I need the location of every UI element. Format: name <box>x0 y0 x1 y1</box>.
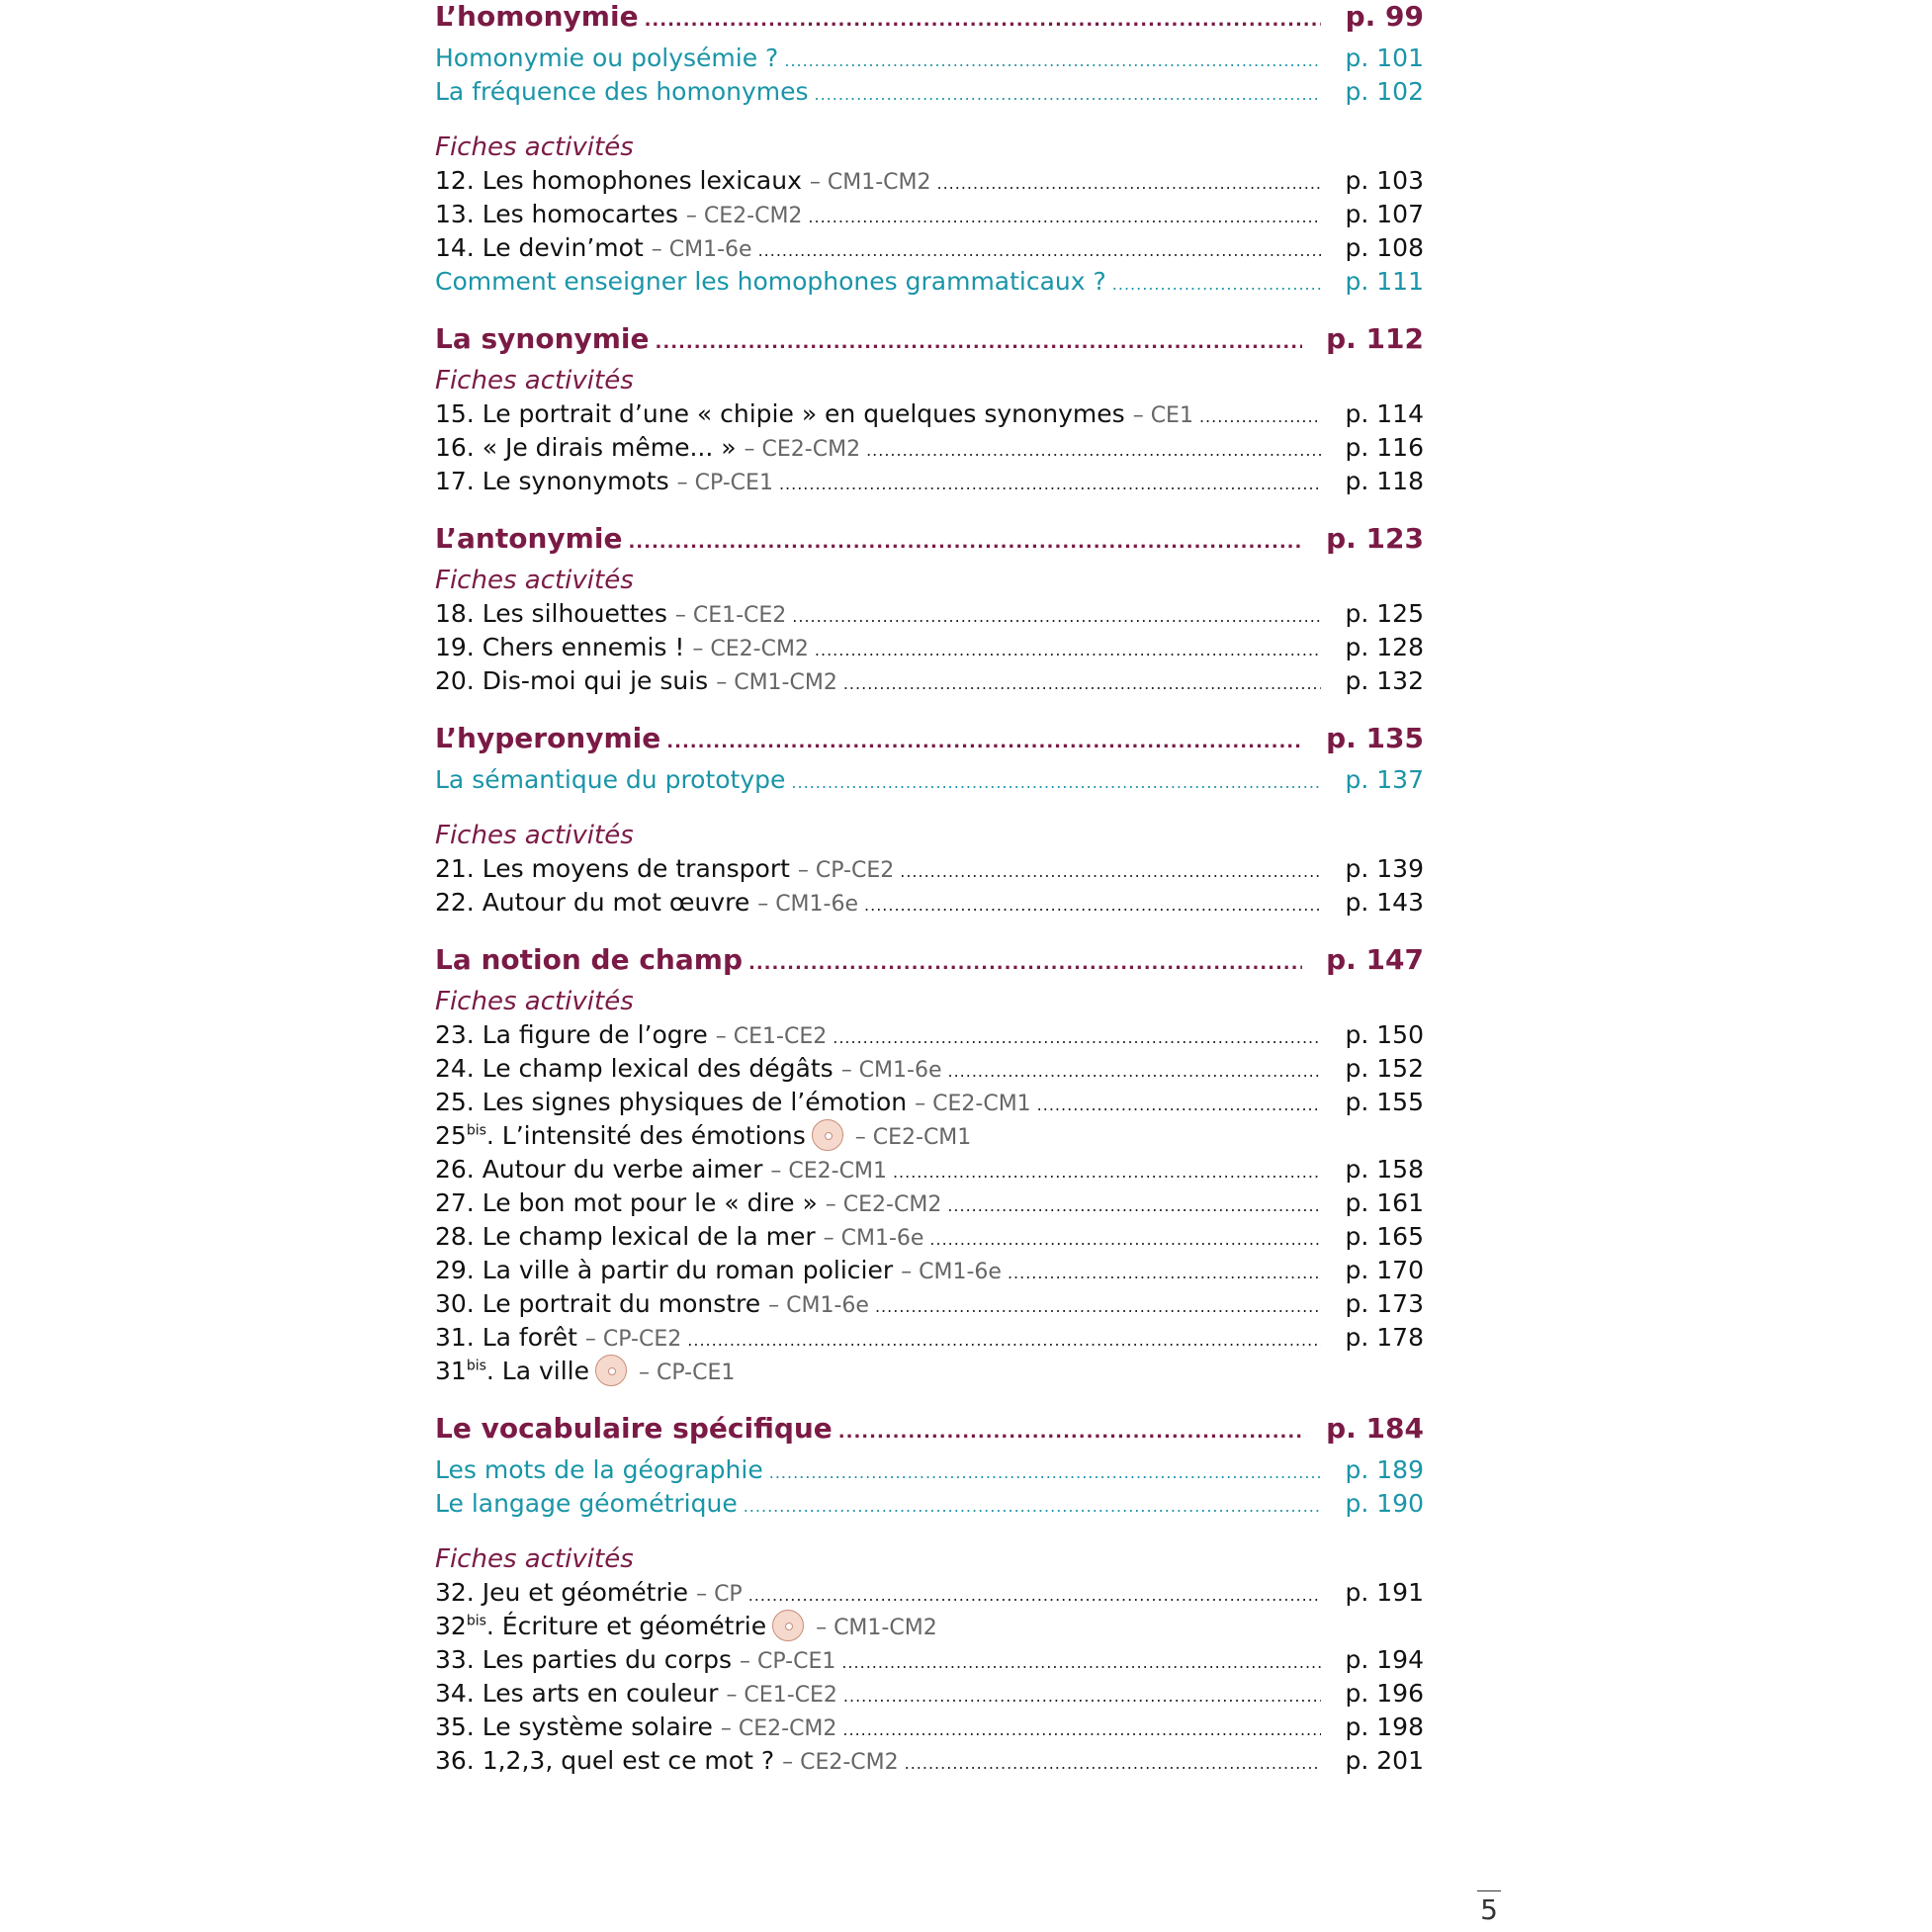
activity-label: 33. Les parties du corps <box>435 1645 732 1674</box>
activity-heading <box>435 132 1424 166</box>
grade-level: – CM1-6e <box>840 1058 942 1083</box>
page-ref: p. 201 <box>1345 1746 1424 1775</box>
page-ref: p. 112 <box>1326 322 1424 355</box>
grade-level: – CP-CE2 <box>797 858 895 883</box>
toc-activity-row <box>435 1712 1424 1746</box>
activity-title <box>435 854 894 883</box>
activity-title <box>435 1712 836 1741</box>
page-ref: p. 161 <box>1345 1188 1424 1217</box>
toc-activity-row <box>435 888 1424 922</box>
activity-heading <box>435 566 1424 599</box>
dot-leader <box>948 1062 1322 1081</box>
heading-text: Fiches activités <box>435 821 634 850</box>
cd-rom-icon <box>772 1610 804 1641</box>
activity-label: 35. Le système solaire <box>435 1712 713 1741</box>
page-ref: p. 152 <box>1345 1054 1424 1083</box>
chapter-title: L’homonymie <box>435 0 639 33</box>
dot-leader <box>893 1163 1321 1182</box>
activity-label: 15. Le portrait d’une « chipie » en quelques synonymes <box>435 399 1125 428</box>
activity-title <box>435 467 773 495</box>
grade-level: – CP <box>696 1582 743 1607</box>
dot-leader <box>842 1720 1321 1739</box>
grade-level: – CM1-CM2 <box>716 670 837 695</box>
page-ref: p. 102 <box>1345 77 1424 106</box>
activity-title <box>435 1645 835 1674</box>
spacer <box>435 500 1424 522</box>
activity-label: 18. Les silhouettes <box>435 599 667 628</box>
section-title: Le langage géométrique <box>435 1489 738 1518</box>
activity-label: 17. Le synonymots <box>435 467 669 495</box>
toc-activity-row <box>435 1222 1424 1256</box>
page-ref: p. 158 <box>1345 1155 1424 1184</box>
toc-activity-row <box>435 1578 1424 1612</box>
cd-rom-icon <box>812 1119 843 1151</box>
page-ref: p. 132 <box>1345 666 1424 695</box>
grade-level: – CP-CE1 <box>740 1649 836 1674</box>
page-ref: p. 101 <box>1345 44 1424 72</box>
page-ref: p. 128 <box>1345 633 1424 661</box>
activity-label: 28. Le champ lexical de la mer <box>435 1222 816 1251</box>
grade-level: – CE2-CM2 <box>685 204 803 228</box>
page-ref: p. 139 <box>1345 854 1424 883</box>
dot-leader <box>833 1028 1321 1047</box>
activity-title <box>435 1188 941 1217</box>
page-ref: p. 108 <box>1345 233 1424 262</box>
dot-leader <box>784 51 1321 70</box>
dot-leader <box>1008 1264 1321 1282</box>
page-ref: p. 118 <box>1345 467 1424 495</box>
activity-label: 20. Dis-moi qui je suis <box>435 666 709 695</box>
dot-leader <box>929 1230 1321 1249</box>
grade-level: – CM1-6e <box>651 237 752 262</box>
toc-section-row <box>435 77 1424 111</box>
activity-title <box>435 399 1193 428</box>
activity-title <box>435 888 858 917</box>
activity-title <box>435 1054 942 1083</box>
toc-activity-row <box>435 166 1424 200</box>
dot-leader <box>947 1196 1321 1215</box>
toc-activity-row <box>435 1645 1424 1679</box>
chapter-title: La notion de champ <box>435 943 743 976</box>
dot-leader <box>843 1687 1321 1706</box>
activity-label: . L’intensité des émotions <box>485 1121 806 1150</box>
table-of-contents <box>435 0 1424 1780</box>
dot-leader <box>866 441 1321 460</box>
toc-chapter-row <box>435 943 1424 987</box>
grade-level: – CE2-CM2 <box>692 637 809 661</box>
activity-heading <box>435 1544 1424 1578</box>
section-title: Les mots de la géographie <box>435 1455 763 1484</box>
page-ref: p. 170 <box>1345 1256 1424 1284</box>
grade-level: – CE2-CM1 <box>770 1159 887 1184</box>
activity-title <box>435 1289 869 1318</box>
activity-title <box>435 1357 735 1388</box>
dot-leader <box>843 674 1321 693</box>
dot-leader <box>687 1331 1321 1350</box>
activity-title <box>435 1222 923 1251</box>
grade-level: – CP-CE1 <box>676 471 773 495</box>
page-ref: p. 184 <box>1326 1412 1424 1445</box>
grade-level: – CM1-CM2 <box>809 170 931 195</box>
toc-activity-row <box>435 1054 1424 1088</box>
dot-leader <box>1112 275 1321 294</box>
activity-label: 29. La ville à partir du roman policier <box>435 1256 894 1284</box>
page-ref: p. 196 <box>1345 1679 1424 1708</box>
page-ref: p. 150 <box>1345 1020 1424 1049</box>
grade-level: – CE2-CM2 <box>744 437 861 462</box>
page-ref: p. 123 <box>1326 522 1424 555</box>
activity-label: 16. « Je dirais même... » <box>435 433 737 462</box>
spacer <box>435 111 1424 132</box>
grade-level: – CE2-CM2 <box>720 1716 837 1741</box>
dot-leader <box>748 1586 1321 1605</box>
heading-text: Fiches activités <box>435 132 634 162</box>
activity-title <box>435 1746 899 1775</box>
activity-number: 32 <box>435 1612 467 1640</box>
chapter-title: Le vocabulaire spécifique <box>435 1412 833 1445</box>
dot-leader <box>815 85 1321 104</box>
dot-leader <box>666 732 1302 752</box>
toc-section-row <box>435 1489 1424 1523</box>
page-ref: p. 114 <box>1345 399 1424 428</box>
dot-leader <box>645 10 1321 31</box>
dot-leader <box>864 896 1321 915</box>
page-ref: p. 198 <box>1345 1712 1424 1741</box>
toc-activity-row <box>435 1679 1424 1712</box>
dot-leader <box>841 1653 1321 1672</box>
toc-activity-row <box>435 233 1424 267</box>
spacer <box>435 799 1424 821</box>
chapter-title: L’hyperonymie <box>435 722 661 754</box>
page-ref: p. 178 <box>1345 1323 1424 1352</box>
activity-title <box>435 166 931 195</box>
heading-text: Fiches activités <box>435 366 634 395</box>
spacer <box>435 1390 1424 1412</box>
toc-activity-row <box>435 1155 1424 1188</box>
page-ref: p. 173 <box>1345 1289 1424 1318</box>
page-ref: p. 147 <box>1326 943 1424 976</box>
toc-activity-row <box>435 633 1424 666</box>
activity-title <box>435 1256 1002 1284</box>
toc-section-row <box>435 267 1424 301</box>
toc-section-row <box>435 1455 1424 1489</box>
dot-leader <box>900 862 1321 881</box>
page-ref: p. 155 <box>1345 1088 1424 1116</box>
activity-label: 21. Les moyens de transport <box>435 854 790 883</box>
dot-leader <box>937 174 1322 193</box>
cd-rom-icon <box>595 1355 627 1386</box>
dot-leader <box>744 1497 1321 1516</box>
dot-leader <box>905 1754 1321 1773</box>
page-ref: p. 194 <box>1345 1645 1424 1674</box>
bis-suffix: bis <box>466 1122 486 1139</box>
bis-suffix: bis <box>466 1613 486 1629</box>
dot-leader <box>758 241 1321 260</box>
activity-title <box>435 633 809 661</box>
toc-activity-row <box>435 666 1424 700</box>
toc-section-row <box>435 44 1424 77</box>
grade-level: – CE1 <box>1132 403 1193 428</box>
activity-number: 25 <box>435 1121 467 1150</box>
activity-label: 31. La forêt <box>435 1323 577 1352</box>
grade-level: – CM1-6e <box>901 1260 1002 1284</box>
grade-level: – CE1-CE2 <box>715 1024 828 1049</box>
page-ref: p. 191 <box>1345 1578 1424 1607</box>
page-ref: p. 135 <box>1326 722 1424 754</box>
toc-activity-row <box>435 200 1424 233</box>
activity-title <box>435 200 802 228</box>
activity-title <box>435 233 752 262</box>
heading-text: Fiches activités <box>435 566 634 595</box>
activity-title <box>435 599 786 628</box>
dot-leader <box>769 1463 1321 1482</box>
toc-chapter-row <box>435 1412 1424 1455</box>
grade-level: – CE2-CM2 <box>825 1192 942 1217</box>
section-title: Comment enseigner les homophones grammaticaux ? <box>435 267 1106 296</box>
activity-label: 19. Chers ennemis ! <box>435 633 685 661</box>
activity-label: 34. Les arts en couleur <box>435 1679 719 1708</box>
dot-leader <box>748 953 1302 974</box>
bis-suffix: bis <box>466 1358 486 1374</box>
grade-level: – CP-CE1 <box>639 1361 736 1385</box>
page-number: 5 <box>1477 1890 1501 1926</box>
activity-heading <box>435 821 1424 854</box>
spacer <box>435 922 1424 943</box>
dot-leader <box>1199 407 1321 426</box>
heading-text: Fiches activités <box>435 1544 634 1574</box>
page-ref: p. 190 <box>1345 1489 1424 1518</box>
dot-leader <box>838 1422 1302 1443</box>
page-ref: p. 103 <box>1345 166 1424 195</box>
toc-activity-row <box>435 854 1424 888</box>
activity-label: 32. Jeu et géométrie <box>435 1578 689 1607</box>
dot-leader <box>792 607 1321 626</box>
activity-label: 26. Autour du verbe aimer <box>435 1155 763 1184</box>
page-ref: p. 137 <box>1345 765 1424 794</box>
activity-label: . Écriture et géométrie <box>485 1612 767 1640</box>
toc-chapter-row <box>435 522 1424 566</box>
page-ref: p. 189 <box>1345 1455 1424 1484</box>
toc-activity-row <box>435 1088 1424 1121</box>
dot-leader <box>656 332 1303 353</box>
page-ref: p. 125 <box>1345 599 1424 628</box>
grade-level: – CP-CE2 <box>584 1327 682 1352</box>
dot-leader <box>1037 1096 1321 1114</box>
toc-chapter-row <box>435 322 1424 366</box>
section-title: La sémantique du prototype <box>435 765 786 794</box>
grade-level: – CM1-6e <box>768 1293 869 1318</box>
activity-heading <box>435 366 1424 399</box>
spacer <box>435 1523 1424 1544</box>
activity-title <box>435 1155 887 1184</box>
activity-number: 31 <box>435 1357 467 1385</box>
activity-title <box>435 1578 743 1607</box>
activity-label: 24. Le champ lexical des dégâts <box>435 1054 834 1083</box>
activity-label: 23. La figure de l’ogre <box>435 1020 708 1049</box>
chapter-title: La synonymie <box>435 322 650 355</box>
grade-level: – CE1-CE2 <box>726 1683 837 1708</box>
toc-activity-row <box>435 1256 1424 1289</box>
activity-title <box>435 1679 837 1708</box>
dot-leader <box>875 1297 1321 1316</box>
activity-label: 13. Les homocartes <box>435 200 678 228</box>
activity-title <box>435 1121 971 1153</box>
toc-bis-row <box>435 1121 1424 1155</box>
chapter-title: L’antonymie <box>435 522 623 555</box>
dot-leader <box>779 475 1321 493</box>
page-ref: p. 111 <box>1345 267 1424 296</box>
dot-leader <box>628 532 1302 553</box>
spacer <box>435 700 1424 722</box>
activity-label: 25. Les signes physiques de l’émotion <box>435 1088 908 1116</box>
activity-title <box>435 433 860 462</box>
activity-heading <box>435 987 1424 1020</box>
toc-bis-row <box>435 1357 1424 1390</box>
page-ref: p. 116 <box>1345 433 1424 462</box>
activity-label: 12. Les homophones lexicaux <box>435 166 802 195</box>
activity-title <box>435 1323 681 1352</box>
activity-title <box>435 666 837 695</box>
toc-activity-row <box>435 399 1424 433</box>
activity-title <box>435 1088 1031 1116</box>
spacer <box>435 301 1424 322</box>
toc-activity-row <box>435 1020 1424 1054</box>
page-ref: p. 165 <box>1345 1222 1424 1251</box>
grade-level: – CE2-CM1 <box>915 1092 1031 1116</box>
toc-activity-row <box>435 433 1424 467</box>
toc-activity-row <box>435 1188 1424 1222</box>
dot-leader <box>791 773 1321 792</box>
toc-activity-row <box>435 1323 1424 1357</box>
activity-title <box>435 1020 827 1049</box>
toc-activity-row <box>435 1289 1424 1323</box>
grade-level: – CE2-CM1 <box>854 1125 972 1150</box>
page-ref: p. 143 <box>1345 888 1424 917</box>
activity-label: 14. Le devin’mot <box>435 233 644 262</box>
page-ref: p. 99 <box>1345 0 1424 33</box>
dot-leader <box>808 208 1321 226</box>
section-title: La fréquence des homonymes <box>435 77 809 106</box>
activity-label: 36. 1,2,3, quel est ce mot ? <box>435 1746 775 1775</box>
grade-level: – CM1-CM2 <box>816 1616 937 1640</box>
toc-activity-row <box>435 599 1424 633</box>
page-ref: p. 107 <box>1345 200 1424 228</box>
toc-chapter-row <box>435 0 1424 44</box>
activity-title <box>435 1612 937 1643</box>
activity-label: 27. Le bon mot pour le « dire » <box>435 1188 818 1217</box>
section-title: Homonymie ou polysémie ? <box>435 44 779 72</box>
dot-leader <box>815 641 1321 659</box>
activity-label: 30. Le portrait du monstre <box>435 1289 761 1318</box>
grade-level: – CM1-6e <box>823 1226 924 1251</box>
toc-activity-row <box>435 467 1424 500</box>
toc-section-row <box>435 765 1424 799</box>
grade-level: – CE1-CE2 <box>674 603 787 628</box>
toc-chapter-row <box>435 722 1424 765</box>
activity-label: 22. Autour du mot œuvre <box>435 888 750 917</box>
activity-label: . La ville <box>485 1357 589 1385</box>
grade-level: – CM1-6e <box>757 892 859 917</box>
heading-text: Fiches activités <box>435 987 634 1016</box>
grade-level: – CE2-CM2 <box>782 1750 899 1775</box>
toc-activity-row <box>435 1746 1424 1780</box>
toc-bis-row <box>435 1612 1424 1645</box>
